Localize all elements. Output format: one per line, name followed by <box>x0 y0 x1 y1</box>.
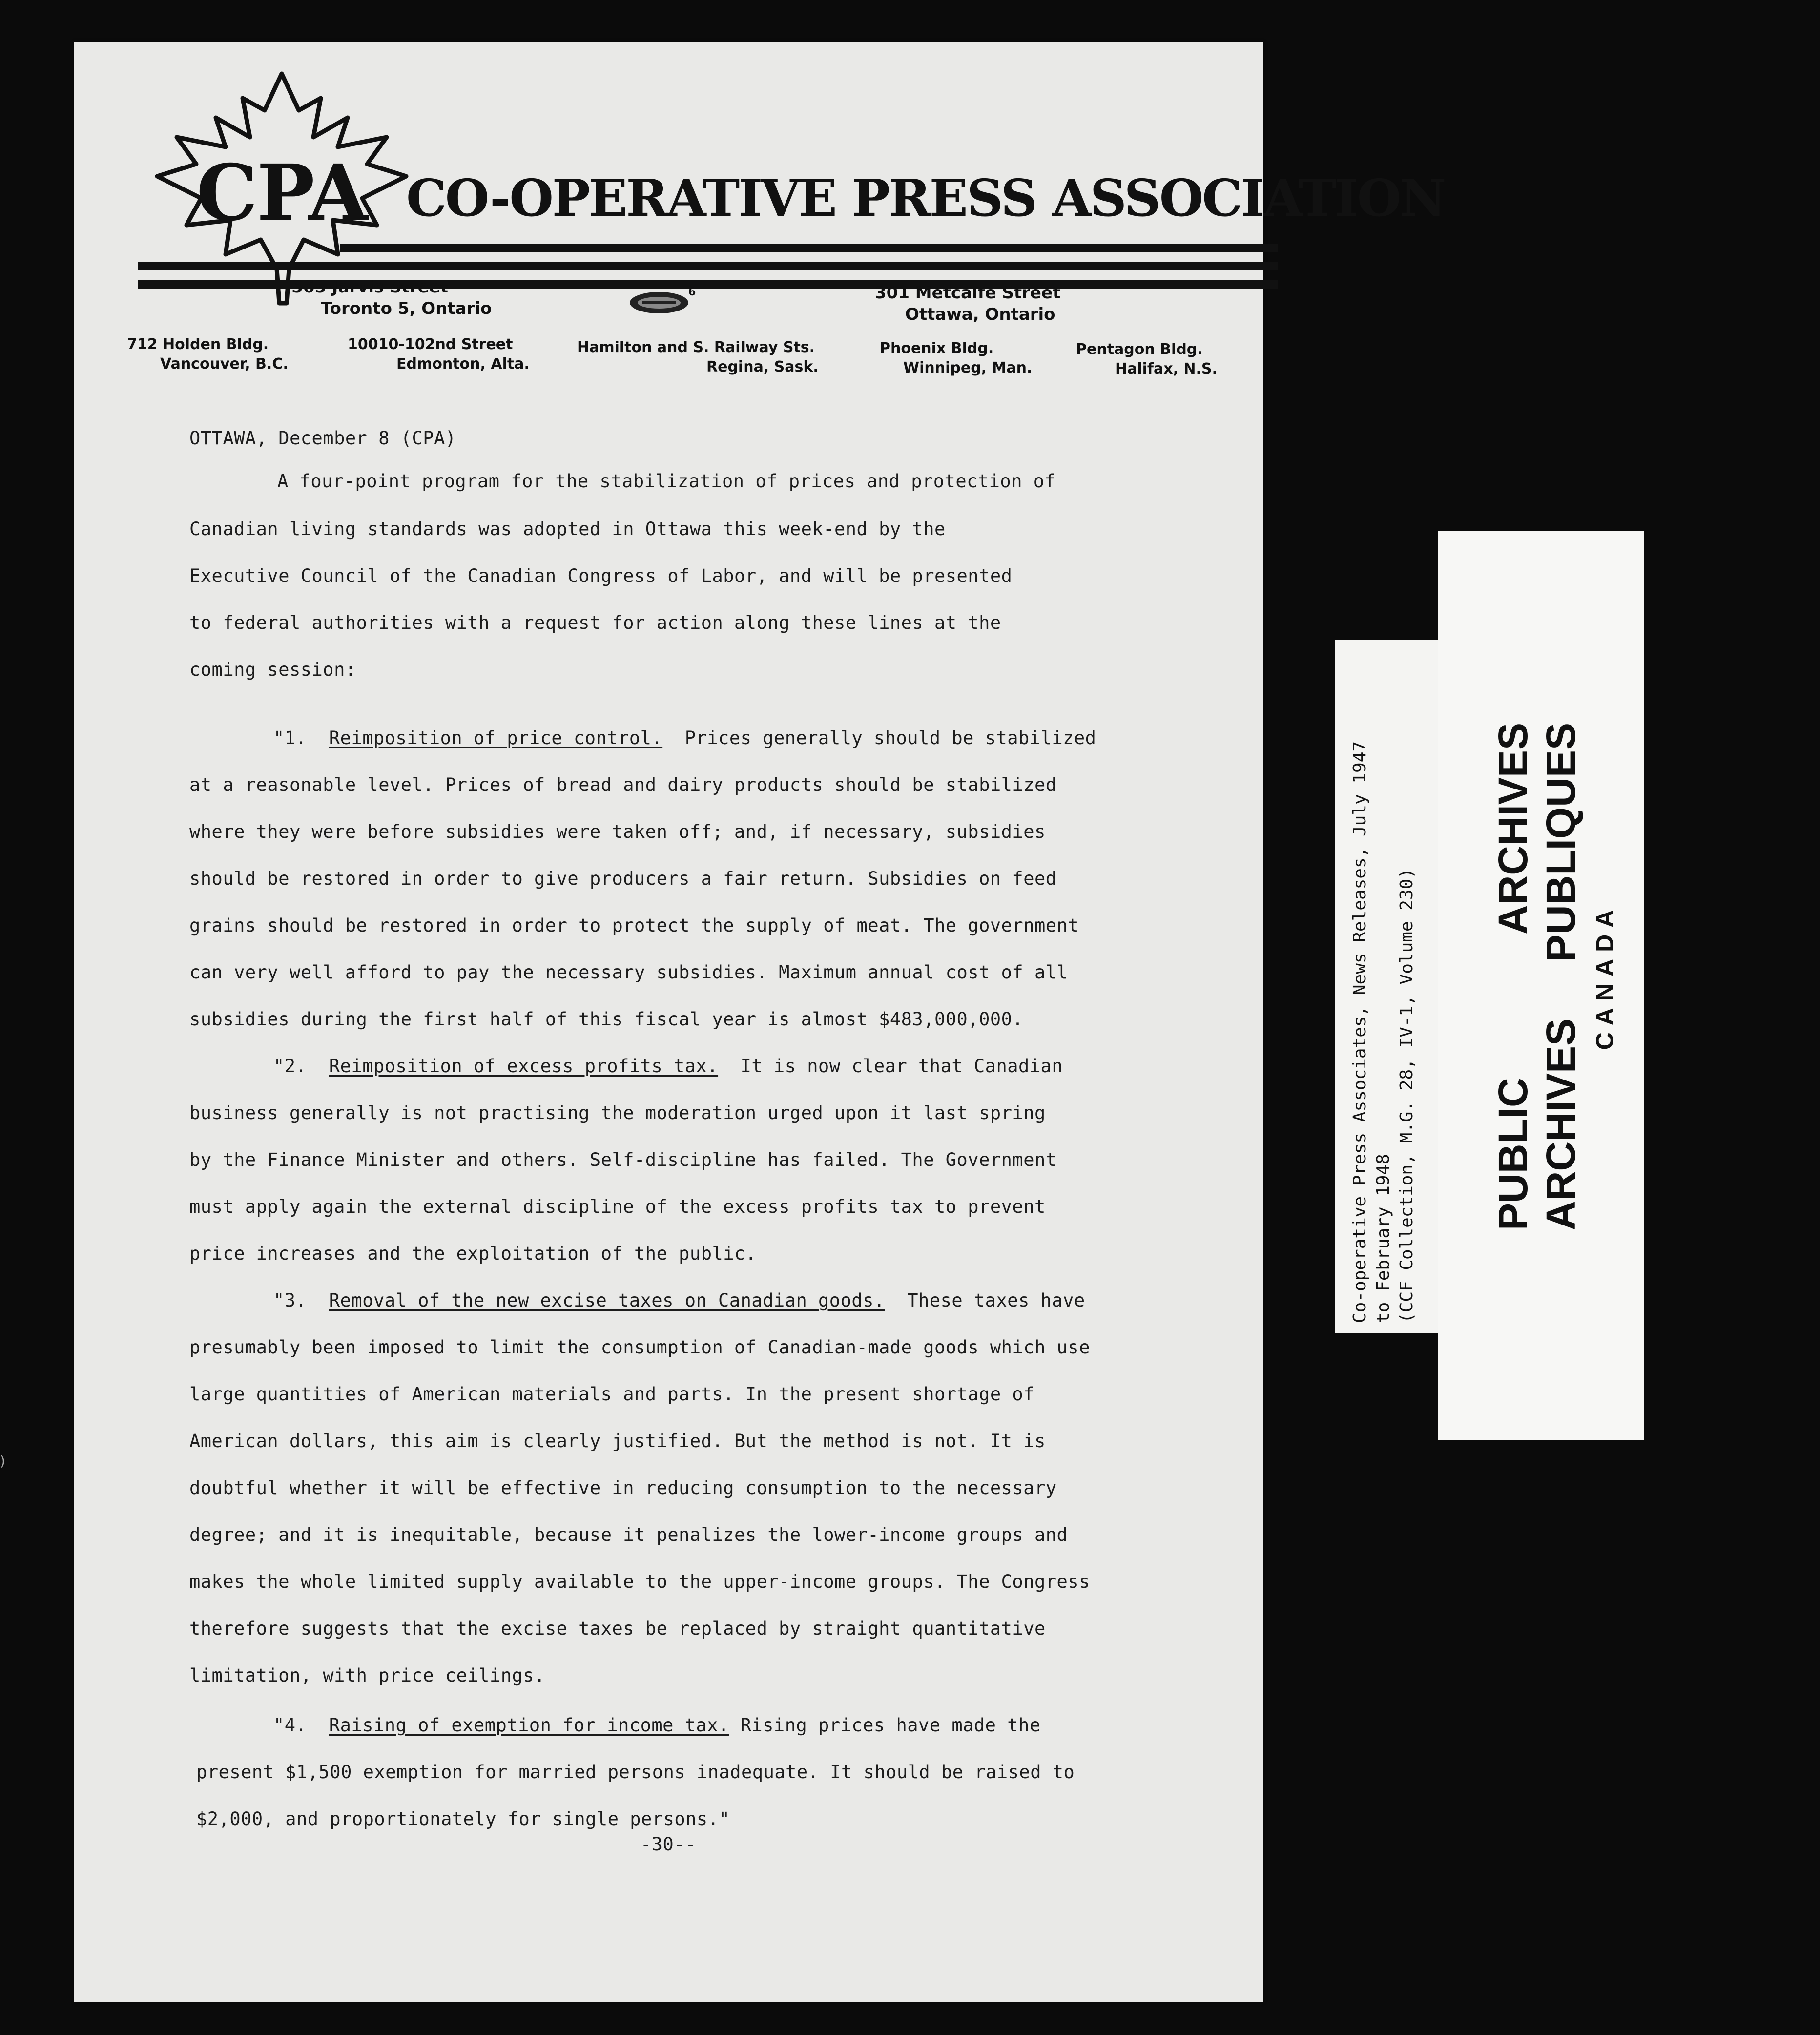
address-halifax: Pentagon Bldg. Halifax, N.S. <box>1076 341 1218 377</box>
point-number: "3. <box>273 1290 307 1311</box>
organization-name: CO-OPERATIVE PRESS ASSOCIATION <box>406 168 1445 228</box>
address-vancouver: 712 Holden Bldg. Vancouver, B.C. <box>127 336 289 373</box>
paragraph-line: Canadian living standards was adopted in Ottawa this week-end by the <box>189 519 946 540</box>
paragraph-line: coming session: <box>189 659 356 680</box>
address-edmonton: 10010-102nd Street Edmonton, Alta. <box>348 336 530 373</box>
union-label-icon <box>627 289 691 316</box>
paragraph-line: where they were before subsidies were taken off; and, if necessary, subsidies <box>189 821 1046 842</box>
letterhead-rule <box>138 262 1278 270</box>
page-number: -30-- <box>641 1834 696 1855</box>
film-edge-mark: ) <box>0 1453 5 1469</box>
paragraph-line: subsidies during the first half of this fiscal year is almost $483,000,000. <box>189 1009 1024 1030</box>
point-heading: Raising of exemption for income tax. <box>329 1715 729 1736</box>
point-number: "4. <box>273 1715 307 1736</box>
paragraph-line: business generally is not practising the moderation urged upon it last spring <box>189 1102 1046 1123</box>
paragraph-line: must apply again the external discipline of the excess profits tax to prevent <box>189 1196 1046 1217</box>
paragraph-line: should be restored in order to give producers a fair return. Subsidies on feed <box>189 868 1057 889</box>
address-ottawa: 301 Metcalfe Street Ottawa, Ontario <box>875 283 1061 324</box>
archive-reference-text: Co-operative Press Associates, News Releases, July 1947 to February 1948 (CCF Collection, M.G. 28, IV-1, Volume 230) <box>1350 741 1417 1323</box>
paragraph-line: Executive Council of the Canadian Congress of Labor, and will be presented <box>189 565 1013 586</box>
dateline: OTTAWA, December 8 (CPA) <box>189 428 456 449</box>
point-heading: Reimposition of price control. <box>329 727 663 748</box>
paragraph-line: by the Finance Minister and others. Self-discipline has failed. The Government <box>189 1149 1057 1170</box>
paragraph-line: A four-point program for the stabilization of prices and protection of <box>277 471 1056 492</box>
point-number: "2. <box>273 1056 307 1077</box>
point-1-line: "1. Reimposition of price control. Prices generally should be stabilized <box>273 727 1096 748</box>
point-2-line: "2. Reimposition of excess profits tax. It is now clear that Canadian <box>273 1056 1063 1077</box>
point-heading: Reimposition of excess profits tax. <box>329 1056 719 1077</box>
paragraph-line: at a reasonable level. Prices of bread and dairy products should be stabilized <box>189 774 1057 795</box>
public-archives-stamp: PUBLIC ARCHIVES ARCHIVES PUBLIQUES CANADA <box>1490 723 1618 1230</box>
point-heading: Removal of the new excise taxes on Canadian goods. <box>329 1290 885 1311</box>
point-number: "1. <box>273 727 307 748</box>
address-regina: Hamilton and S. Railway Sts. Regina, Sask. <box>577 339 819 375</box>
paragraph-line: $2,000, and proportionately for single persons." <box>196 1808 730 1829</box>
point-4-line: "4. Raising of exemption for income tax. Rising prices have made the <box>273 1715 1041 1736</box>
paragraph-line: price increases and the exploitation of the public. <box>189 1243 757 1264</box>
paragraph-line: doubtful whether it will be effective in reducing consumption to the necessary <box>189 1477 1057 1498</box>
paragraph-line: therefore suggests that the excise taxes be replaced by straight quantitative <box>189 1618 1046 1639</box>
address-toronto: 565 Jarvis Street Toronto 5, Ontario <box>291 277 492 318</box>
letterhead-rule <box>340 244 1278 252</box>
paragraph-line: degree; and it is inequitable, because it penalizes the lower-income groups and <box>189 1524 1068 1545</box>
union-label-number: 6 <box>688 286 696 298</box>
paragraph-line: makes the whole limited supply available to the upper-income groups. The Congress <box>189 1571 1090 1592</box>
paragraph-line: limitation, with price ceilings. <box>189 1665 545 1686</box>
paragraph-line: presumably been imposed to limit the consumption of Canadian-made goods which use <box>189 1337 1090 1358</box>
paragraph-line: present $1,500 exemption for married persons inadequate. It should be raised to <box>196 1762 1075 1783</box>
paragraph-line: to federal authorities with a request for action along these lines at the <box>189 612 1001 633</box>
cpa-monogram: CPA <box>196 148 367 238</box>
paragraph-line: American dollars, this aim is clearly justified. But the method is not. It is <box>189 1431 1046 1452</box>
point-3-line: "3. Removal of the new excise taxes on Canadian goods. These taxes have <box>273 1290 1085 1311</box>
paragraph-line: large quantities of American materials and parts. In the present shortage of <box>189 1384 1034 1405</box>
address-winnipeg: Phoenix Bldg. Winnipeg, Man. <box>880 340 1033 376</box>
paragraph-line: can very well afford to pay the necessary subsidies. Maximum annual cost of all <box>189 962 1068 983</box>
paragraph-line: grains should be restored in order to protect the supply of meat. The government <box>189 915 1079 936</box>
